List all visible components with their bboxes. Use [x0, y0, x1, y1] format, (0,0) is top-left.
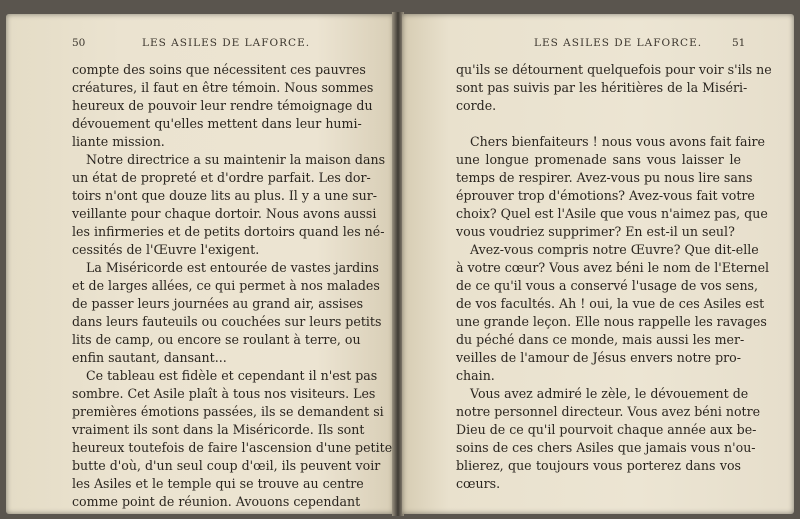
text-line: compte des soins que nécessitent ces pauvres — [72, 62, 366, 77]
text-line: de ce qu'il vous a conservé l'usage de vos sens, — [456, 278, 759, 293]
text-line: du péché dans ce monde, mais aussi les mer- — [456, 332, 745, 347]
text-line: sombre. Cet Asile plaît à tous nos visiteurs. Les — [72, 386, 376, 401]
text-line: éprouver trop d'émotions? Avez-vous fait votre — [456, 188, 755, 203]
text-line: Ce tableau est fidèle et cependant il n'est pas — [86, 368, 378, 383]
text-line: dévouement qu'elles mettent dans leur humi- — [72, 116, 362, 131]
text-line: de passer leurs journées au grand air, assises — [72, 296, 364, 311]
text-line: soins de ces chers Asiles que jamais vous n'ou- — [456, 440, 756, 455]
text-line: toirs n'ont que douze lits au plus. Il y a une sur- — [72, 188, 377, 203]
text-line: veilles de l'amour de Jésus envers notre pro- — [456, 350, 741, 365]
text-line: Chers bienfaiteurs ! nous vous avons fait faire — [470, 134, 765, 149]
paragraph-gap — [456, 115, 741, 133]
left-page — [6, 14, 394, 514]
left-page-number: 50 — [72, 37, 86, 49]
text-line: temps de respirer. Avez-vous pu nous lire sans — [456, 170, 753, 185]
text-line: qu'ils se détournent quelquefois pour voir s'ils ne — [456, 62, 772, 77]
text-line: enfin sautant, dansant... — [72, 350, 227, 365]
text-line: corde. — [456, 98, 497, 113]
left-page-body — [72, 61, 393, 511]
text-line: choix? Quel est l'Asile que vous n'aimez pas, que — [456, 206, 768, 221]
text-line: cessités de l'Œuvre l'exigent. — [72, 242, 260, 257]
text-line: Avez-vous compris notre Œuvre? Que dit-elle — [470, 242, 759, 257]
text-line: notre personnel directeur. Vous avez béni notre — [456, 404, 761, 419]
right-running-head: LES ASILES DE LAFORCE. — [534, 37, 703, 49]
text-line: La Miséricorde est entourée de vastes jardins — [86, 260, 379, 275]
text-line: et de larges allées, ce qui permet à nos malades — [72, 278, 380, 293]
text-line: une grande leçon. Elle nous rappelle les ravages — [456, 314, 767, 329]
text-line: heureux de pouvoir leur rendre témoignage du — [72, 98, 373, 113]
text-line: les Asiles et le temple qui se trouve au centre — [72, 476, 364, 491]
text-line: comme point de réunion. Avouons cependant — [72, 494, 361, 509]
text-line: Notre directrice a su maintenir la maison dans — [86, 152, 386, 167]
text-line: blierez, que toujours vous porterez dans vos — [456, 458, 741, 473]
text-line: vraiment ils sont dans la Miséricorde. Ils sont — [72, 422, 365, 437]
text-line: butte d'où, d'un seul coup d'œil, ils peuvent voir — [72, 458, 381, 473]
text-line: cœurs. — [456, 476, 501, 491]
text-line: les infirmeries et de petits dortoirs quand les né- — [72, 224, 385, 239]
text-line: sont pas suivis par les héritières de la Miséri- — [456, 80, 748, 95]
text-line: créatures, il faut en être témoin. Nous sommes — [72, 80, 374, 95]
text-line: un état de propreté et d'ordre parfait. Les dor- — [72, 170, 371, 185]
text-line: Dieu de ce qu'il pourvoit chaque année aux be- — [456, 422, 757, 437]
text-line: à votre cœur? Vous avez béni le nom de l'Eternel — [456, 260, 770, 275]
text-line: veillante pour chaque dortoir. Nous avons aussi — [72, 206, 377, 221]
text-line: premières émotions passées, ils se demandent si — [72, 404, 384, 419]
text-line: lits de camp, ou encore se roulant à terre, ou — [72, 332, 361, 347]
text-line: heureux toutefois de faire l'ascension d'une petite — [72, 440, 393, 455]
text-line: de vos facultés. Ah ! oui, la vue de ces Asiles est — [456, 296, 765, 311]
text-line: Vous avez admiré le zèle, le dévouement de — [470, 386, 749, 401]
text-line: une longue promenade sans vous laisser le — [456, 152, 741, 167]
text-line: vous voudriez supprimer? En est-il un seul? — [456, 224, 735, 239]
right-page-body — [456, 61, 772, 493]
right-page-number: 51 — [732, 37, 746, 49]
text-line: dans leurs fauteuils ou couchées sur leurs petits — [72, 314, 382, 329]
left-running-head: LES ASILES DE LAFORCE. — [142, 37, 311, 49]
text-line: liante mission. — [72, 134, 165, 149]
right-page — [402, 14, 794, 514]
text-line: chain. — [456, 368, 495, 383]
